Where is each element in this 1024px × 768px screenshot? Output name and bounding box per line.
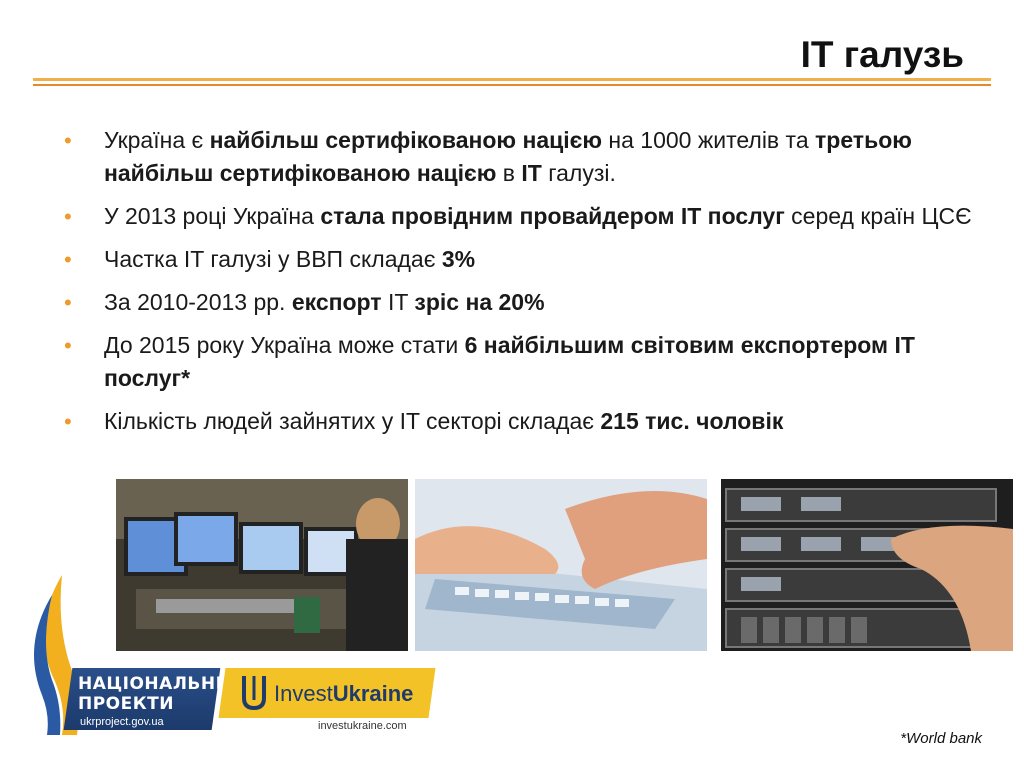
bullet-item [58, 405, 988, 438]
bullet-dot-icon: • [64, 128, 72, 153]
bullet-text: Частка IT галузі у ВВП складає [104, 246, 442, 272]
national-projects-logo-text [78, 674, 223, 714]
np-url: ukrproject.gov.ua [80, 716, 164, 728]
iu-url: investukraine.com [318, 720, 407, 732]
iu-invest: Invest [274, 681, 333, 706]
bullet-text: У 2013 році Україна [104, 203, 321, 229]
bullet-text-bold: найбільш сертифікованою нацією [209, 127, 603, 153]
bullet-text: До 2015 року Україна може стати [104, 332, 465, 358]
photo-monitors [116, 479, 408, 651]
bullet-text-bold: 6 найбільшим світовим експортером IT послуг* [104, 332, 915, 391]
photo-servers [721, 479, 1013, 651]
bullet-dot-icon: • [64, 409, 72, 434]
invest-ukraine-u-icon [240, 674, 268, 712]
invest-ukraine-logo-text [274, 681, 413, 707]
bullet-text-bold: 215 тис. чоловік [600, 408, 784, 434]
bullet-text: серед країн ЦСЄ [784, 203, 972, 229]
bullet-text: на 1000 жителів та [602, 127, 815, 153]
bullet-text: IT [381, 289, 415, 315]
bullet-list [58, 124, 988, 448]
title-rule-bottom [33, 84, 991, 86]
bullet-text: галузі. [541, 160, 616, 186]
footnote: *World bank [900, 730, 982, 747]
np-line1: НАЦІОНАЛЬНІ [78, 674, 223, 694]
bullet-text-bold: стала провідним провайдером IT послуг [320, 203, 785, 229]
bullet-text-bold: IT [521, 160, 542, 186]
title-rule-top [33, 78, 991, 81]
bullet-text-bold: третьою найбільш сертифікованою нацією [104, 127, 912, 186]
bullet-dot-icon: • [64, 247, 72, 272]
bullet-item [58, 243, 988, 276]
bullet-text: Україна є [104, 127, 210, 153]
iu-ukraine: Ukraine [332, 681, 414, 706]
bullet-text: Кількість людей зайнятих у IT секторі складає [104, 408, 601, 434]
bullet-item [58, 124, 988, 190]
bullet-dot-icon: • [64, 290, 72, 315]
bullet-item [58, 329, 988, 395]
bullet-dot-icon: • [64, 333, 72, 358]
bullet-text-bold: експорт [291, 289, 382, 315]
bullet-item [58, 286, 988, 319]
bullet-text: За 2010-2013 рр. [104, 289, 292, 315]
bullet-item [58, 200, 988, 233]
bullet-text-bold: 3% [441, 246, 476, 272]
photo-keyboard [415, 479, 707, 651]
np-line2: ПРОЕКТИ [78, 694, 174, 714]
bullet-text-bold: зріс на 20% [414, 289, 545, 315]
bullet-text: в [496, 160, 522, 186]
slide-title: IT галузь [800, 34, 964, 75]
bullet-dot-icon: • [64, 204, 72, 229]
